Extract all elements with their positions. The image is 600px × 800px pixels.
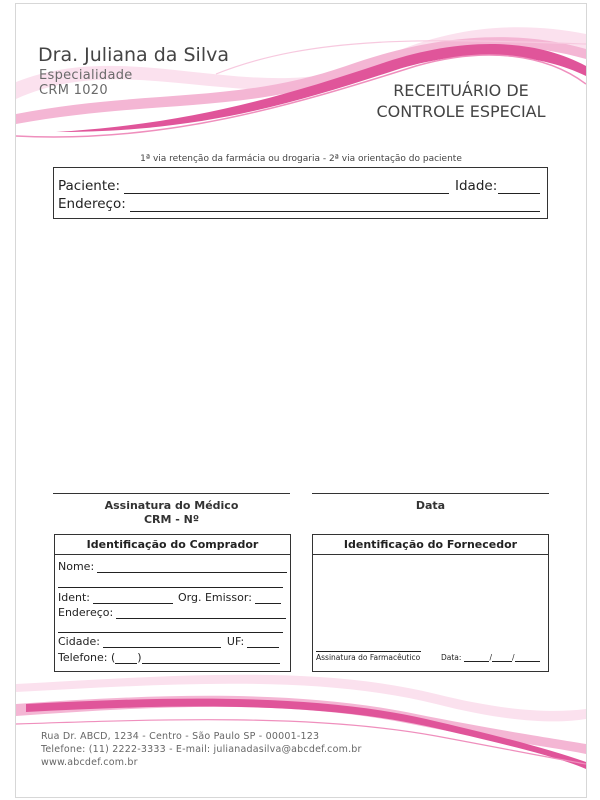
footer-contact: Telefone: (11) 2222-3333 - E-mail: julianadasilva@abcdef.com.br [41, 744, 362, 755]
buyer-box-title: Identificação do Comprador [55, 535, 290, 555]
patient-box [53, 167, 548, 219]
pharmacist-signature-line[interactable] [316, 651, 421, 652]
supplier-box-title: Identificação do Fornecedor [313, 535, 548, 555]
buyer-phone-area-line[interactable] [115, 652, 137, 664]
age-label: Idade: [455, 178, 498, 194]
patient-name-line[interactable] [124, 179, 449, 194]
buyer-box [54, 534, 291, 672]
patient-address-label: Endereço: [58, 196, 126, 212]
buyer-city-label: Cidade: [58, 635, 100, 648]
buyer-name-field[interactable] [58, 560, 287, 573]
buyer-ident-field[interactable] [58, 591, 281, 604]
age-line[interactable] [498, 179, 540, 194]
supplier-box [312, 534, 549, 672]
supplier-date-slash-2: / [511, 653, 515, 662]
buyer-issuer-line[interactable] [255, 592, 281, 604]
buyer-city-field[interactable] [58, 635, 279, 648]
form-title-line1: RECEITUÁRIO DE [393, 81, 529, 100]
buyer-address-line-2[interactable] [58, 632, 283, 633]
date-label: Data [415, 499, 446, 512]
buyer-ident-label: Ident: [58, 591, 90, 604]
supplier-date-year[interactable] [515, 653, 540, 662]
buyer-phone-field[interactable] [58, 651, 280, 664]
patient-address-line[interactable] [130, 197, 540, 212]
pharmacist-signature-label: Assinatura do Farmacêutico [316, 653, 421, 662]
buyer-name-line[interactable] [97, 561, 287, 573]
doctor-specialty: Especialidade [39, 68, 133, 83]
prescription-sheet [15, 3, 587, 798]
buyer-phone-close: ) [137, 651, 142, 664]
patient-name-field[interactable] [58, 178, 540, 194]
patient-address-field[interactable] [58, 196, 540, 212]
supplier-date-day[interactable] [464, 653, 489, 662]
crm-number-label: CRM - Nº [143, 513, 200, 526]
doctor-name: Dra. Juliana da Silva [38, 44, 229, 66]
buyer-name-label: Nome: [58, 560, 95, 573]
buyer-address-field[interactable] [58, 606, 286, 619]
buyer-name-line-2[interactable] [58, 587, 283, 588]
buyer-uf-label: UF: [226, 635, 245, 648]
supplier-date-field[interactable] [441, 653, 540, 662]
supplier-date-month[interactable] [492, 653, 512, 662]
doctor-signature-line[interactable] [53, 493, 290, 494]
footer-website[interactable]: www.abcdef.com.br [41, 757, 138, 768]
buyer-issuer-label: Org. Emissor: [178, 591, 252, 604]
doctor-crm: CRM 1020 [39, 83, 108, 98]
buyer-ident-line[interactable] [93, 592, 173, 604]
buyer-uf-line[interactable] [247, 636, 279, 648]
supplier-date-slash-1: / [489, 653, 492, 662]
buyer-phone-line[interactable] [142, 652, 280, 664]
buyer-city-line[interactable] [103, 636, 221, 648]
supplier-date-label: Data: [441, 653, 462, 662]
form-title [361, 80, 561, 122]
footer-address: Rua Dr. ABCD, 1234 - Centro - São Paulo SP - 00001-123 [41, 731, 320, 742]
doctor-signature-label: Assinatura do Médico [104, 499, 239, 512]
buyer-address-line[interactable] [116, 607, 286, 619]
patient-name-label: Paciente: [58, 178, 120, 194]
buyer-address-label: Endereço: [58, 606, 114, 619]
form-title-line2: CONTROLE ESPECIAL [376, 102, 546, 121]
date-signature-line[interactable] [312, 493, 549, 494]
via-note: 1ª via retenção da farmácia ou drogaria - 2ª via orientação do paciente [140, 154, 462, 164]
buyer-phone-label: Telefone: ( [58, 651, 116, 664]
